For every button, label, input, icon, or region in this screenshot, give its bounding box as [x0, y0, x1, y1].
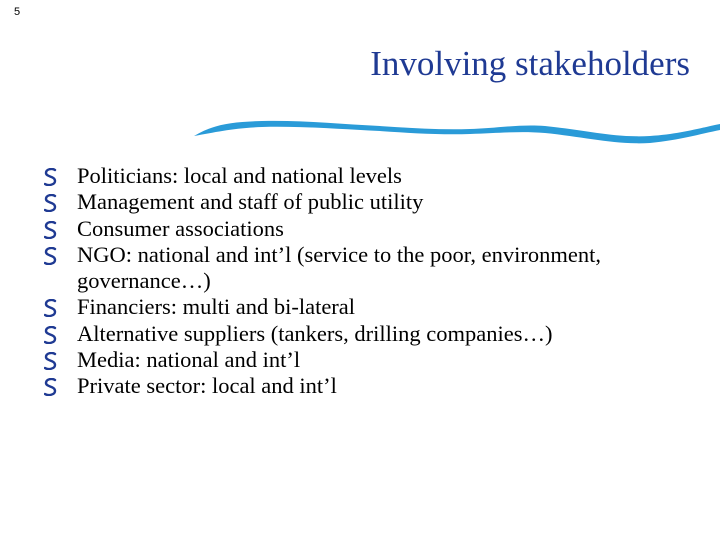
wave-decoration-icon	[0, 112, 720, 152]
s-bullet-icon	[44, 168, 57, 186]
bullet-item	[44, 294, 704, 320]
bullet-item	[44, 242, 704, 295]
s-bullet-icon	[44, 352, 57, 370]
bullet-item	[44, 347, 704, 373]
s-bullet-icon	[44, 221, 57, 239]
bullet-text: Financiers: multi and bi-lateral	[77, 294, 356, 320]
bullet-text: Consumer associations	[77, 215, 284, 241]
bullet-item	[44, 321, 704, 347]
s-bullet-icon	[44, 247, 57, 265]
bullet-text: NGO: national and int’l (service to the poor, environment, governance…)	[77, 241, 601, 294]
bullet-text: Management and staff of public utility	[77, 189, 424, 215]
bullet-item	[44, 216, 704, 242]
bullet-list	[44, 163, 704, 400]
bullet-text: Media: national and int’l	[77, 347, 301, 373]
slide-title: Involving stakeholders	[370, 44, 690, 83]
bullet-text: Politicians: local and national levels	[77, 163, 402, 188]
s-bullet-icon	[44, 194, 57, 212]
s-bullet-icon	[44, 326, 57, 344]
bullet-text: Alternative suppliers (tankers, drilling companies…)	[77, 320, 553, 346]
bullet-item	[44, 373, 704, 399]
bullet-text: Private sector: local and int’l	[77, 373, 337, 399]
s-bullet-icon	[44, 378, 57, 396]
page-number: 5	[14, 6, 21, 18]
bullet-item	[44, 163, 704, 189]
s-bullet-icon	[44, 299, 57, 317]
bullet-item	[44, 189, 704, 215]
